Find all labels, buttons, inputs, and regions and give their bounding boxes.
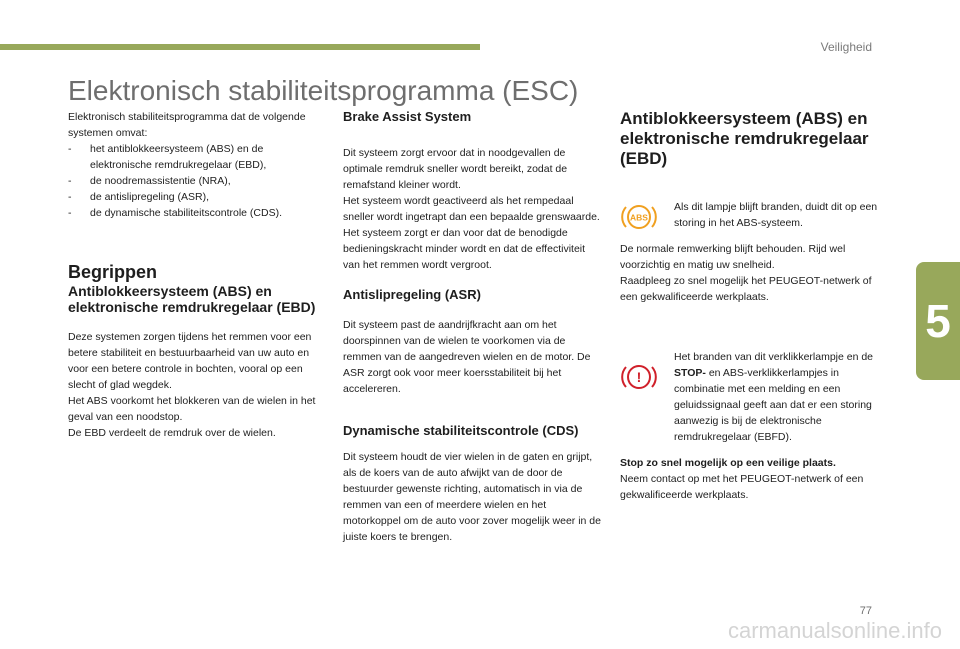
watermark: carmanualsonline.info xyxy=(727,618,942,643)
abs-followup xyxy=(620,241,878,305)
brake-assist-heading: Brake Assist System xyxy=(343,109,472,124)
abs-ebd-heading: Antiblokkeersysteem (ABS) en elektronische remdrukregelaar (EBD) xyxy=(620,109,869,168)
brake-failure-warning-lamp-icon xyxy=(620,361,658,393)
asr-body: Dit systeem past de aandrijfkracht aan om het doorspinnen van de wielen te voorkomen via de remmen van de aangedreven wielen en de motor. De ASR zorgt ook voor meer koersstabiliteit bij het accelereren. xyxy=(343,319,591,395)
asr-heading: Antislipregeling (ASR) xyxy=(343,287,481,302)
cds-body: Dit systeem houdt de vier wielen in de gaten en grijpt, als de koers van de auto afwijkt van de door de bestuurder gewenste richting, automatisch in via de remmen van een of meerdere wielen en het motorkoppel om de auto voor zover mogelijk weer in de juiste koers te brengen. xyxy=(343,451,601,543)
ebd-warning-post: en ABS-verklikkerlampjes in combinatie met een melding en een geluidssignaal geeft aan dat er een storing aanwezig is bij de elektronische remdrukregelaar (EBFD). xyxy=(674,367,872,443)
chapter-tab: 5 xyxy=(916,262,960,380)
brake-assist-body xyxy=(343,145,601,273)
column-right xyxy=(620,109,878,503)
abs-warning-lamp-icon xyxy=(620,201,658,233)
stop-advice xyxy=(620,455,878,503)
begrippen-paragraph: Het ABS voorkomt het blokkeren van de wielen in het geval van een noodstop. xyxy=(68,395,316,423)
list-item: - de noodremassistentie (NRA), xyxy=(68,173,326,189)
ebd-lamp-label: ! xyxy=(636,369,642,385)
list-item: - de dynamische stabiliteitscontrole (CDS). xyxy=(68,205,326,221)
ebd-warning-bold: STOP- xyxy=(674,367,706,379)
brake-assist-paragraph: Dit systeem zorgt ervoor dat in noodgevallen de optimale remdruk sneller wordt bereikt, zodat de remafstand kleiner wordt. xyxy=(343,147,568,191)
cds-heading: Dynamische stabiliteitscontrole (CDS) xyxy=(343,423,579,438)
header-accent-bar xyxy=(0,44,480,50)
intro-list xyxy=(68,141,326,221)
abs-ebd-subheading: Antiblokkeersysteem (ABS) en elektronische remdrukregelaar (EBD) xyxy=(68,283,316,315)
intro-lead: Elektronisch stabiliteitsprogramma dat de volgende systemen omvat: xyxy=(68,111,306,139)
abs-followup-paragraph: De normale remwerking blijft behouden. Rijd wel voorzichtig en matig uw snelheid. xyxy=(620,243,846,271)
begrippen-heading: Begrippen xyxy=(68,262,158,282)
abs-followup-paragraph: Raadpleeg zo snel mogelijk het PEUGEOT-netwerk of een gekwalificeerde werkplaats. xyxy=(620,275,872,303)
ebd-warning-row xyxy=(620,349,878,445)
column-middle xyxy=(343,109,601,545)
begrippen-paragraph: Deze systemen zorgen tijdens het remmen voor een betere stabiliteit en bestuurbaarheid van uw auto en voor een betere controle in bochten, vooral op een slecht of glad wegdek. xyxy=(68,331,312,391)
page-title: Elektronisch stabiliteitsprogramma (ESC) xyxy=(68,75,579,106)
begrippen-paragraph: De EBD verdeelt de remdruk over de wielen. xyxy=(68,427,276,439)
list-item: - de antislipregeling (ASR), xyxy=(68,189,326,205)
list-item: - het antiblokkeersysteem (ABS) en de elektronische remdrukregelaar (EBD), xyxy=(68,141,326,173)
ebd-warning-text xyxy=(674,349,878,445)
stop-advice-bold: Stop zo snel mogelijk op een veilige plaats. xyxy=(620,457,836,469)
brake-assist-paragraph: Het systeem wordt geactiveerd als het rempedaal sneller wordt ingetrapt dan een bepaalde grenswaarde. Het systeem zorgt er dan voor dat de benodigde bedieningskracht minder wordt en dat de effectiviteit van het remmen wordt vergroot. xyxy=(343,195,600,271)
abs-lamp-label: ABS xyxy=(630,212,648,223)
abs-warning-row xyxy=(620,199,878,231)
section-label: Veiligheid xyxy=(820,40,872,54)
ebd-warning-pre: Het branden van dit verklikkerlampje en de xyxy=(674,351,874,363)
page-number: 77 xyxy=(859,605,872,617)
column-left xyxy=(68,109,326,441)
abs-warning-text: Als dit lampje blijft branden, duidt dit op een storing in het ABS-systeem. xyxy=(674,201,878,229)
begrippen-body xyxy=(68,329,326,441)
stop-advice-text: Neem contact op met het PEUGEOT-netwerk of een gekwalificeerde werkplaats. xyxy=(620,473,864,501)
